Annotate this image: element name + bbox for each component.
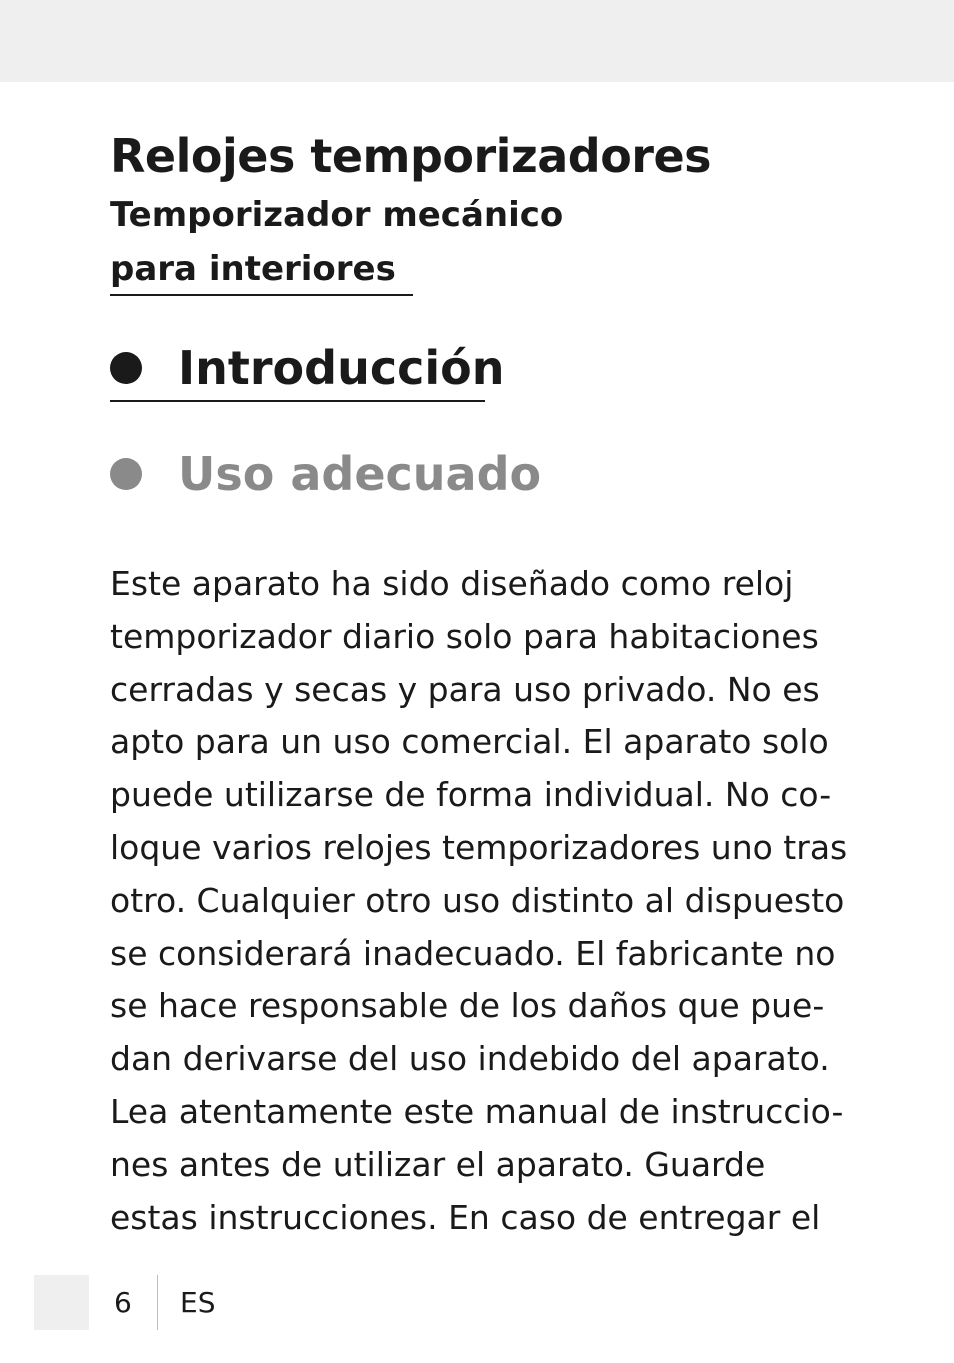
subtitle-underline <box>110 294 413 296</box>
product-title: Relojes temporizadores <box>110 129 712 183</box>
text-line: Este aparato ha sido diseñado como reloj <box>110 564 794 603</box>
page-number: 6 <box>114 1286 132 1319</box>
section-heading-uso-adecuado <box>110 446 541 502</box>
text-line: temporizador diario solo para habitaciones <box>110 616 819 656</box>
footer-marker-box <box>34 1275 89 1330</box>
bullet-dot-icon <box>110 352 142 384</box>
text-line: se considerará inadecuado. El fabricante no <box>110 933 836 973</box>
body-paragraph <box>110 558 850 1244</box>
product-subtitle <box>110 188 563 296</box>
footer-divider <box>157 1275 158 1330</box>
section-heading-introduccion <box>110 340 504 396</box>
text-line: apto para un uso comercial. El aparato solo <box>110 722 829 762</box>
language-code: ES <box>180 1286 216 1319</box>
text-line: loque varios relojes temporizadores uno tras <box>110 827 848 867</box>
section-heading-text: Uso adecuado <box>178 447 542 501</box>
section-heading-text: Introducción <box>178 341 505 395</box>
text-line: cerradas y secas y para uso privado. No es <box>110 669 820 709</box>
top-band <box>0 0 954 82</box>
text-line: nes antes de utilizar el aparato. Guarde <box>110 1144 766 1184</box>
text-line: se hace responsable de los daños que pue- <box>110 986 825 1026</box>
section-underline <box>110 400 485 402</box>
text-line: dan derivarse del uso indebido del aparato. <box>110 1039 830 1079</box>
subtitle-line: Temporizador mecánico <box>110 195 564 235</box>
text-line: puede utilizarse de forma individual. No co- <box>110 775 832 815</box>
subtitle-line: para interiores <box>110 249 396 289</box>
text-line: estas instrucciones. En caso de entregar el <box>110 1197 821 1237</box>
bullet-dot-icon <box>110 458 142 490</box>
text-line: otro. Cualquier otro uso distinto al dispuesto <box>110 880 845 920</box>
text-line: Lea atentamente este manual de instruccio- <box>110 1091 844 1131</box>
